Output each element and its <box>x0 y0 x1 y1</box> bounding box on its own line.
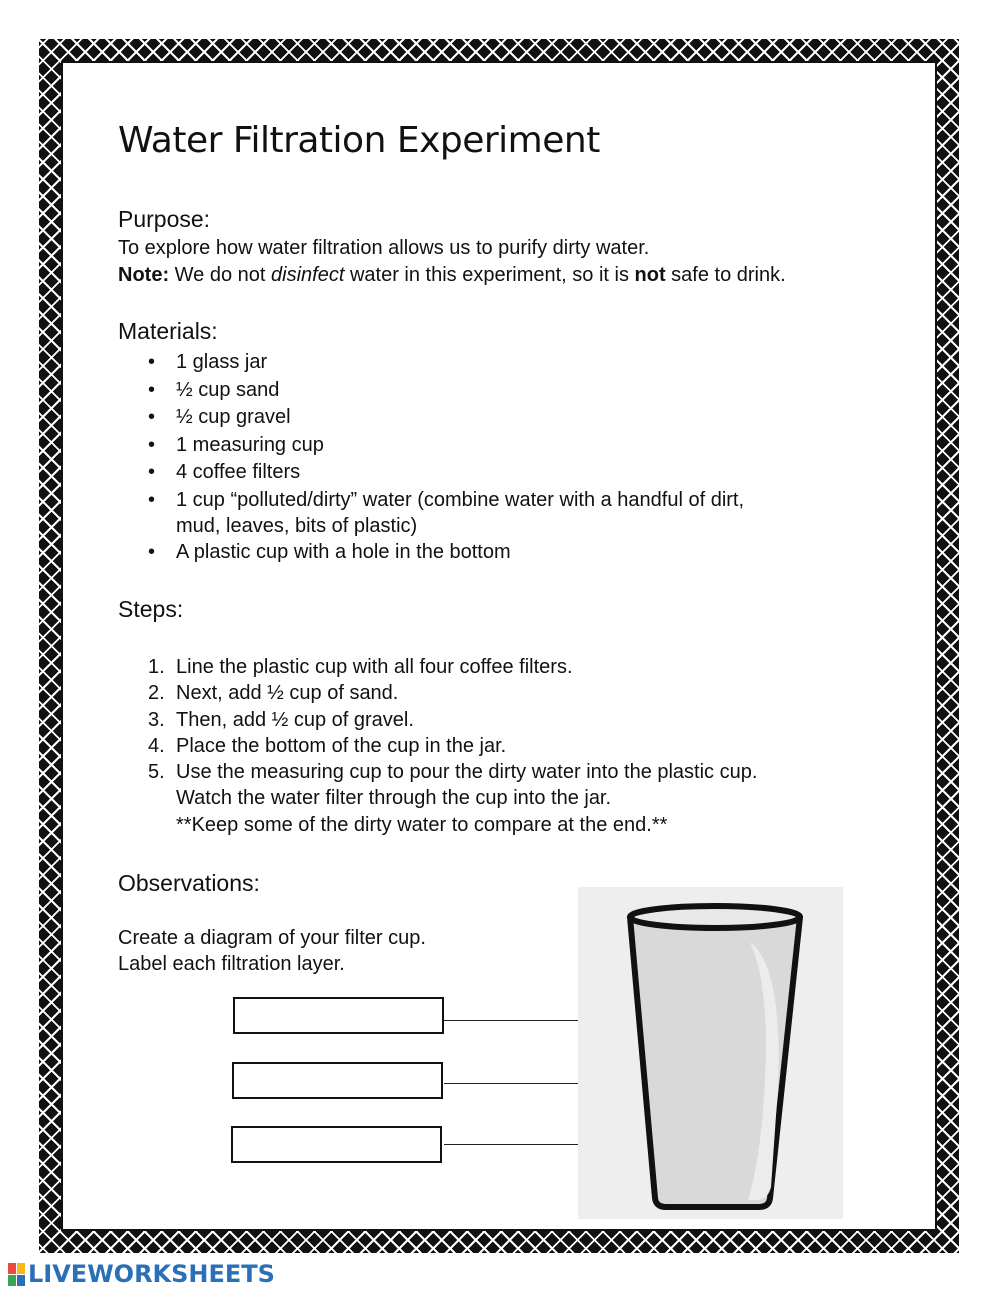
note-text-2: water in this experiment, so it is <box>344 264 635 286</box>
step-text: Use the measuring cup to pour the dirty water into the plastic cup. Watch the water filter through the cup into the jar. **Keep some of the dirty water to compare at the end.** <box>176 761 758 836</box>
cup-illustration-panel <box>578 887 843 1219</box>
bullet-icon: • <box>148 351 156 373</box>
material-label: 1 glass jar <box>176 351 268 373</box>
step-number: 3. <box>148 708 165 731</box>
step-item <box>148 759 757 838</box>
note-text-1: We do not <box>169 264 272 286</box>
bullet-icon: • <box>148 378 156 401</box>
bullet-icon: • <box>148 461 156 483</box>
list-item <box>148 539 744 567</box>
material-label: ½ cup gravel <box>176 406 291 428</box>
note-italic: disinfect <box>271 264 345 286</box>
list-item <box>148 432 744 460</box>
observations-instruction-2: Label each filtration layer. <box>118 953 345 975</box>
note-label: Note: <box>118 264 170 286</box>
note-text-3: safe to drink. <box>665 264 786 286</box>
step-text: Line the plastic cup with all four coffee filters. <box>176 656 573 678</box>
material-label: A plastic cup with a hole in the bottom <box>176 540 511 563</box>
step-number: 5. <box>148 761 165 784</box>
step-text: Next, add ½ cup of sand. <box>176 682 399 705</box>
layer-label-input-3[interactable] <box>231 1126 442 1163</box>
step-text: Place the bottom of the cup in the jar. <box>176 734 507 757</box>
material-label: 1 cup “polluted/dirty” water (combine water with a handful of dirt, mud, leaves, bits of plastic) <box>176 488 745 537</box>
bullet-icon: • <box>148 406 156 428</box>
step-text: Then, add ½ cup of gravel. <box>176 708 414 731</box>
list-item <box>148 349 744 377</box>
logo-text: LIVEWORKSHEETS <box>28 1260 275 1288</box>
bullet-icon: • <box>148 433 156 456</box>
layer-label-input-1[interactable] <box>233 997 444 1034</box>
step-item <box>148 707 757 733</box>
list-item <box>148 459 744 487</box>
step-number: 4. <box>148 734 165 757</box>
list-item <box>148 377 744 405</box>
material-label: 1 measuring cup <box>176 433 324 456</box>
step-number: 1. <box>148 656 165 678</box>
bullet-icon: • <box>148 488 156 511</box>
glass-cup-icon <box>578 887 843 1219</box>
note-bold: not <box>634 264 666 286</box>
observations-instruction-1: Create a diagram of your filter cup. <box>118 927 426 949</box>
list-item <box>148 404 744 432</box>
step-number: 2. <box>148 682 165 705</box>
list-item <box>148 487 744 539</box>
liveworksheets-logo <box>8 1260 275 1288</box>
materials-heading: Materials: <box>118 318 218 344</box>
material-label: ½ cup sand <box>176 378 280 401</box>
observations-heading: Observations: <box>118 870 260 896</box>
materials-list <box>148 349 744 566</box>
worksheet-title: Water Filtration Experiment <box>118 120 600 161</box>
steps-list <box>148 654 757 838</box>
step-item <box>148 680 757 706</box>
bullet-icon: • <box>148 540 156 563</box>
purpose-note <box>118 262 786 288</box>
purpose-text: To explore how water filtration allows us to purify dirty water. <box>118 237 650 259</box>
layer-label-input-2[interactable] <box>232 1062 443 1099</box>
purpose-heading: Purpose: <box>118 206 211 232</box>
step-item <box>148 733 757 759</box>
steps-heading: Steps: <box>118 596 184 622</box>
step-item <box>148 654 757 680</box>
material-label: 4 coffee filters <box>176 461 301 483</box>
logo-icon <box>8 1263 25 1286</box>
